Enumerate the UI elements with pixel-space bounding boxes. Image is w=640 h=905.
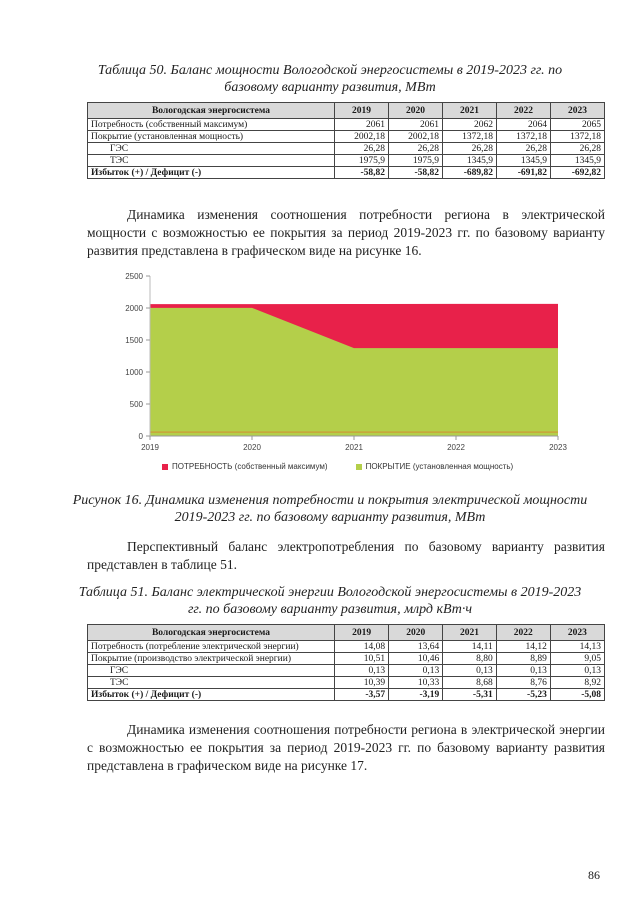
- table-cell: -3,57: [335, 689, 389, 701]
- table51-header-row: [88, 625, 605, 641]
- table-cell: 14,11: [443, 641, 496, 653]
- table-cell: 1372,18: [497, 131, 551, 143]
- table-cell: 0,13: [496, 665, 550, 677]
- table-cell: 26,28: [443, 143, 497, 155]
- table-cell: 1975,9: [335, 155, 389, 167]
- table-row: [88, 653, 605, 665]
- table51: [87, 624, 605, 701]
- table-row: [88, 155, 605, 167]
- figure16-caption: Рисунок 16. Динамика изменения потребности и покрытия электрической мощности 2019-2023 гг. по базовому варианту развития, МВт: [72, 493, 588, 525]
- table-cell: Покрытие (производство электрической энергии): [88, 653, 335, 665]
- table-cell: 2002,18: [335, 131, 389, 143]
- table-cell: -691,82: [497, 167, 551, 179]
- table50: [87, 102, 605, 179]
- table-row: [88, 689, 605, 701]
- table-row: [88, 641, 605, 653]
- table-cell: 2064: [497, 119, 551, 131]
- table50-header-row: [88, 103, 605, 119]
- table-cell: 1345,9: [443, 155, 497, 167]
- table-row: [88, 665, 605, 677]
- y-tick-label: 2000: [125, 304, 143, 313]
- x-tick-label: 2020: [243, 443, 261, 452]
- table-cell: 1372,18: [551, 131, 605, 143]
- table-cell: ТЭС: [88, 677, 335, 689]
- table-cell: 2062: [443, 119, 497, 131]
- table-cell: 26,28: [389, 143, 443, 155]
- table-row: [88, 131, 605, 143]
- paragraph-3: Динамика изменения соотношения потребности региона в электрической энергии с возможностью ее покрытия за период 2019-2023 гг. по базовому варианту развития представлена в графическом виде на рисунке 17.: [87, 722, 605, 773]
- legend-entry: [356, 462, 514, 471]
- page-number: 86: [588, 868, 600, 882]
- table51-header-cell: 2020: [389, 625, 443, 641]
- table-cell: Избыток (+) / Дефицит (-): [88, 167, 335, 179]
- table-cell: 2061: [335, 119, 389, 131]
- table-cell: -5,31: [443, 689, 496, 701]
- legend-swatch: [356, 464, 362, 470]
- table50-caption: Таблица 50. Баланс мощности Вологодской энергосистемы в 2019-2023 гг. по базовому варианту развития, МВт: [97, 63, 563, 95]
- table-cell: 13,64: [389, 641, 443, 653]
- table-cell: 8,68: [443, 677, 496, 689]
- table-cell: 26,28: [551, 143, 605, 155]
- table-cell: ГЭС: [88, 143, 335, 155]
- y-tick-label: 1500: [125, 336, 143, 345]
- table-cell: 8,92: [550, 677, 604, 689]
- table-cell: Покрытие (установленная мощность): [88, 131, 335, 143]
- table-cell: -692,82: [551, 167, 605, 179]
- table-row: [88, 143, 605, 155]
- table-cell: 0,13: [389, 665, 443, 677]
- table-cell: -5,23: [496, 689, 550, 701]
- table-cell: 2065: [551, 119, 605, 131]
- paragraph-2: Перспективный баланс электропотребления по базовому варианту развития представлен в таблице 51.: [87, 539, 605, 572]
- table-cell: 26,28: [335, 143, 389, 155]
- figure16-legend: [162, 462, 513, 471]
- figure16-chart: [108, 268, 588, 478]
- table-cell: 8,76: [496, 677, 550, 689]
- paragraph-1: Динамика изменения соотношения потребности региона в электрической мощности с возможностью ее покрытия за период 2019-2023 гг. по базовому варианту развития представлена в графическом виде на рисунке 16.: [87, 207, 605, 258]
- table-cell: 14,12: [496, 641, 550, 653]
- table-cell: 8,80: [443, 653, 496, 665]
- table50-header-cell: 2022: [497, 103, 551, 119]
- table-cell: -3,19: [389, 689, 443, 701]
- table-cell: 10,33: [389, 677, 443, 689]
- table51-header-cell: 2023: [550, 625, 604, 641]
- table51-header-cell: 2019: [335, 625, 389, 641]
- table-cell: 0,13: [550, 665, 604, 677]
- y-tick-label: 2500: [125, 272, 143, 281]
- table-cell: 26,28: [497, 143, 551, 155]
- x-tick-label: 2023: [549, 443, 567, 452]
- table-cell: 8,89: [496, 653, 550, 665]
- table-cell: 2061: [389, 119, 443, 131]
- table-cell: -58,82: [389, 167, 443, 179]
- table-row: [88, 167, 605, 179]
- table-row: [88, 677, 605, 689]
- table-cell: 1345,9: [497, 155, 551, 167]
- table51-header-cell: 2021: [443, 625, 496, 641]
- table-cell: Потребность (собственный максимум): [88, 119, 335, 131]
- y-tick-label: 1000: [125, 368, 143, 377]
- legend-swatch: [162, 464, 168, 470]
- legend-label: ПОКРЫТИЕ (установленная мощность): [365, 462, 514, 471]
- table50-header-cell: Вологодская энергосистема: [88, 103, 335, 119]
- x-tick-label: 2021: [345, 443, 363, 452]
- x-tick-label: 2022: [447, 443, 465, 452]
- table-cell: 1345,9: [551, 155, 605, 167]
- table-cell: 1372,18: [443, 131, 497, 143]
- table-row: [88, 119, 605, 131]
- table-cell: 10,51: [335, 653, 389, 665]
- table-cell: ГЭС: [88, 665, 335, 677]
- table50-header-cell: 2021: [443, 103, 497, 119]
- table50-header-cell: 2020: [389, 103, 443, 119]
- table51-header-cell: Вологодская энергосистема: [88, 625, 335, 641]
- table-cell: -58,82: [335, 167, 389, 179]
- table-cell: -689,82: [443, 167, 497, 179]
- table-cell: 14,13: [550, 641, 604, 653]
- legend-label: ПОТРЕБНОСТЬ (собственный максимум): [172, 462, 328, 471]
- legend-entry: [162, 462, 328, 471]
- table-cell: ТЭС: [88, 155, 335, 167]
- x-tick-label: 2019: [141, 443, 159, 452]
- table-cell: Избыток (+) / Дефицит (-): [88, 689, 335, 701]
- table50-header-cell: 2023: [551, 103, 605, 119]
- y-tick-label: 0: [138, 432, 143, 441]
- table51-header-cell: 2022: [496, 625, 550, 641]
- table-cell: 10,39: [335, 677, 389, 689]
- table50-header-cell: 2019: [335, 103, 389, 119]
- table-cell: Потребность (потребление электрической энергии): [88, 641, 335, 653]
- table-cell: 1975,9: [389, 155, 443, 167]
- table-cell: 0,13: [335, 665, 389, 677]
- table-cell: 2002,18: [389, 131, 443, 143]
- table-cell: 14,08: [335, 641, 389, 653]
- table-cell: 0,13: [443, 665, 496, 677]
- table-cell: 10,46: [389, 653, 443, 665]
- table-cell: -5,08: [550, 689, 604, 701]
- table-cell: 9,05: [550, 653, 604, 665]
- table51-caption: Таблица 51. Баланс электрической энергии Вологодской энергосистемы в 2019-2023 гг. по базовому варианту развития, млрд кВт·ч: [78, 585, 582, 617]
- y-tick-label: 500: [129, 400, 143, 409]
